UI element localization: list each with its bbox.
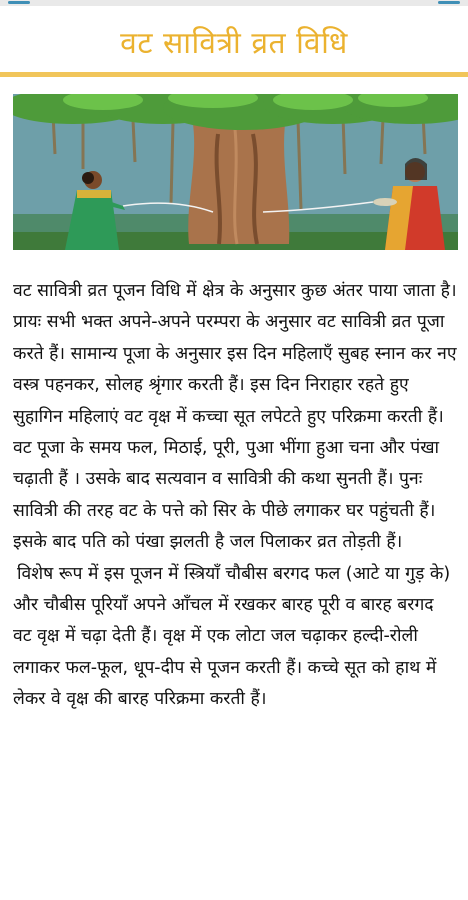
status-indicator-right (438, 1, 460, 4)
article-body (13, 276, 457, 716)
status-strip (0, 0, 468, 6)
title-underline (0, 72, 468, 77)
article-paragraph: विशेष रूप में इस पूजन में स्त्रियाँ चौबीस बरगद फल (आटे या गुड़ के) और चौबीस पूरियाँ अपने आँचल में रखकर बारह पूरी व बारह बरगद वट वृक्ष में चढ़ा देती हैं। वृक्ष में एक लोटा जल चढ़ाकर हल्दी-रोली लगाकर फल-फूल, धूप-दीप से पूजन करती हैं। कच्चे सूत को हाथ में लेकर वे वृक्ष की बारह परिक्रमा करती हैं। (13, 563, 451, 710)
status-indicator-left (8, 1, 30, 4)
article-paragraph: वट सावित्री व्रत पूजन विधि में क्षेत्र के अनुसार कुछ अंतर पाया जाता है। प्रायः सभी भक्त अपने-अपने परम्परा के अनुसार वट सावित्री व्रत पूजा करते हैं। सामान्य पूजा के अनुसार इस दिन महिलाएँ सुबह स्नान कर नए वस्त्र पहनकर, सोलह श्रृंगार करती हैं। इस दिन निराहार रहते हुए सुहागिन महिलाएं वट वृक्ष में कच्चा सूत लपेटते हुए परिक्रमा करती हैं। वट पूजा के समय फल, मिठाई, पूरी, पुआ भींगा हुआ चना और पंखा चढ़ाती हैं । उसके बाद सत्यवान व सावित्री की कथा सुनती हैं। पुनः सावित्री की तरह वट के पत्ते को सिर के पीछे लगाकर घर पहुंचती हैं। इसके बाद पति को पंखा झलती है जल पिलाकर व्रत तोड़ती हैं। (13, 281, 457, 553)
hero-image (13, 94, 458, 250)
page-title: वट सावित्री व्रत विधि (120, 26, 348, 61)
